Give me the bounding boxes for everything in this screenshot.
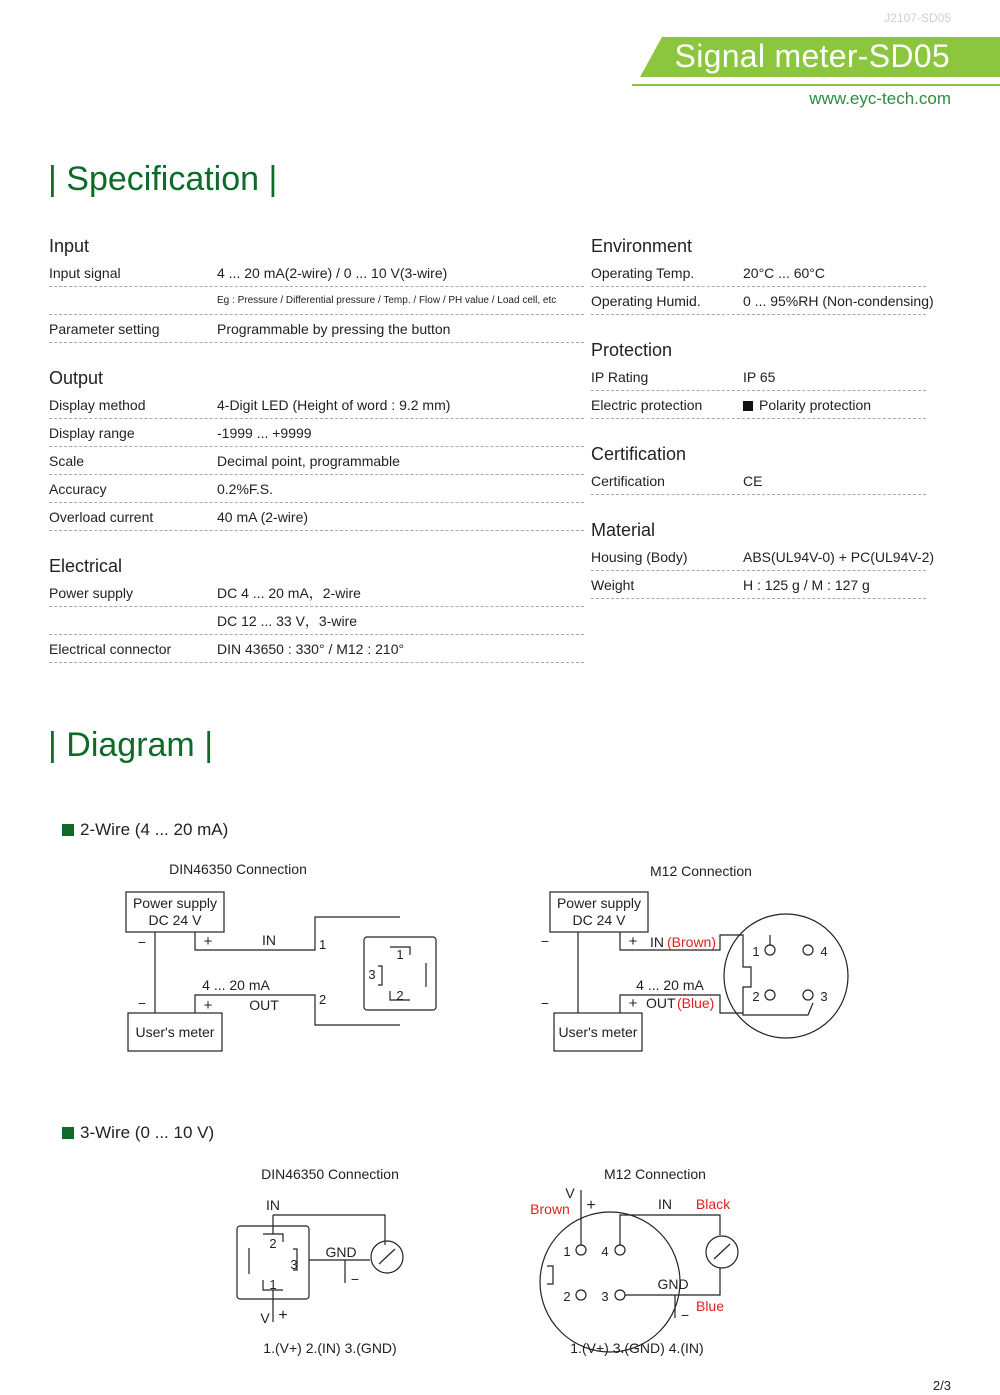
page-number: 2/3 (932, 1378, 951, 1393)
connector-key (547, 1266, 553, 1284)
group-title: Environment (591, 236, 693, 256)
users-meter-label: User's meter (558, 1024, 638, 1040)
spec-row (49, 607, 584, 635)
pin-3 (615, 1290, 625, 1300)
diagram-title: M12 Connection (650, 863, 752, 879)
banner-underline (632, 84, 1000, 86)
group-title: Protection (591, 340, 673, 360)
svg-text:2: 2 (269, 1236, 277, 1251)
pin-4 (803, 945, 813, 955)
spec-row (49, 579, 584, 607)
spec-row (49, 447, 584, 475)
spec-label: Display range (49, 424, 135, 441)
spec-value: IP 65 (743, 368, 776, 385)
three-wire-m12-diagram (525, 1160, 785, 1360)
pin-1 (765, 945, 775, 955)
group-title: Input (49, 236, 90, 256)
pin-caption: 1.(V+) 3.(GND) 4.(IN) (570, 1340, 704, 1356)
svg-text:+: + (628, 995, 638, 1012)
spec-value: CE (743, 472, 763, 489)
gauge-needle (714, 1244, 730, 1259)
pin-2 (765, 990, 775, 1000)
spec-group-material (591, 517, 935, 599)
document-id: J2107-SD05 (884, 11, 951, 25)
svg-text:3: 3 (290, 1257, 298, 1272)
diagram-title: M12 Connection (604, 1166, 706, 1182)
spec-value: 20°C ... 60°C (743, 264, 826, 281)
specification-heading: | Specification | (48, 160, 278, 198)
brown-wire-label: Brown (530, 1201, 570, 1217)
spec-value: DC 4 ... 20 mA，2-wire (217, 584, 361, 601)
pin-2 (576, 1290, 586, 1300)
three-wire-heading: 3-Wire (0 ... 10 V) (62, 1123, 214, 1143)
spec-row (591, 391, 926, 419)
gauge-needle (379, 1249, 395, 1264)
spec-label: Electric protection (591, 396, 703, 413)
spec-label: Weight (591, 576, 635, 593)
svg-text:2: 2 (396, 988, 404, 1003)
two-wire-m12-diagram (530, 855, 870, 1060)
diagram-title: DIN46350 Connection (169, 861, 307, 877)
group-title: Certification (591, 444, 687, 464)
svg-text:+: + (203, 933, 213, 950)
spec-value: ABS(UL94V-0) + PC(UL94V-2) (743, 548, 935, 565)
brown-wire-label: (Brown) (667, 934, 717, 950)
svg-text:4 ... 20 mA: 4 ... 20 mA (202, 977, 270, 993)
spec-value: Polarity protection (759, 396, 872, 413)
square-bullet-icon (743, 401, 753, 411)
spec-value: 4-Digit LED (Height of word : 9.2 mm) (217, 396, 451, 413)
svg-text:IN: IN (266, 1197, 280, 1213)
svg-text:−: − (137, 995, 147, 1011)
spec-group-output (49, 365, 584, 531)
spec-row (49, 419, 584, 447)
svg-text:4: 4 (820, 944, 828, 959)
spec-group-input (49, 233, 584, 343)
spec-row (49, 475, 584, 503)
spec-group-certification (591, 441, 926, 495)
power-supply-label: Power supply (132, 895, 218, 911)
dc-voltage-label: DC 24 V (572, 912, 626, 928)
group-title: Output (49, 368, 104, 388)
spec-label: Accuracy (49, 480, 107, 497)
spec-label: Electrical connector (49, 640, 172, 657)
svg-text:OUT: OUT (646, 995, 676, 1011)
svg-text:1: 1 (396, 947, 404, 962)
spec-row (591, 571, 926, 599)
spec-value: DC 12 ... 33 V，3-wire (217, 612, 358, 629)
svg-text:−: − (137, 934, 147, 950)
spec-group-environment (591, 233, 934, 315)
spec-label: Parameter setting (49, 320, 160, 337)
svg-text:1: 1 (563, 1244, 571, 1259)
spec-row (591, 287, 934, 315)
spec-row (49, 635, 584, 663)
svg-text:V: V (260, 1310, 270, 1326)
product-title: Signal meter-SD05 (674, 38, 950, 74)
svg-text:2: 2 (319, 992, 327, 1007)
two-wire-din-diagram (110, 855, 450, 1060)
spec-row (49, 391, 584, 419)
svg-text:2: 2 (563, 1289, 571, 1304)
square-bullet-icon (62, 1127, 74, 1139)
pin-4 (615, 1245, 625, 1255)
spec-row (49, 259, 584, 287)
svg-text:V: V (565, 1185, 575, 1201)
spec-value: 0 ... 95%RH (Non-condensing) (743, 292, 934, 309)
spec-value: Programmable by pressing the button (217, 320, 451, 337)
users-meter-label: User's meter (135, 1024, 215, 1040)
spec-label: Operating Temp. (591, 264, 695, 281)
two-wire-heading: 2-Wire (4 ... 20 mA) (62, 820, 228, 840)
group-title: Electrical (49, 556, 123, 576)
svg-text:+: + (628, 933, 638, 950)
svg-text:2: 2 (752, 989, 760, 1004)
spec-value: -1999 ... +9999 (217, 424, 312, 441)
svg-text:OUT: OUT (249, 997, 279, 1013)
spec-label: Operating Humid. (591, 292, 701, 309)
spec-value: Eg : Pressure / Differential pressure / Temp. / Flow / PH value / Load cell, etc (217, 295, 557, 306)
pin-caption: 1.(V+) 2.(IN) 3.(GND) (263, 1340, 397, 1356)
spec-row (49, 315, 584, 343)
svg-text:1: 1 (752, 944, 760, 959)
svg-text:GND: GND (325, 1244, 357, 1260)
website-link[interactable]: www.eyc-tech.com (809, 89, 951, 108)
spec-label: Overload current (49, 508, 154, 525)
svg-text:GND: GND (657, 1276, 689, 1292)
blue-wire-label: Blue (695, 1298, 725, 1314)
spec-value: DIN 43650 : 330° / M12 : 210° (217, 640, 405, 657)
spec-value: 40 mA (2-wire) (217, 508, 309, 525)
spec-label: Power supply (49, 584, 134, 601)
spec-label: Certification (591, 472, 665, 489)
svg-text:IN: IN (262, 932, 276, 948)
svg-text:3: 3 (820, 989, 828, 1004)
svg-text:−: − (540, 995, 550, 1011)
spec-row (591, 363, 926, 391)
svg-text:1: 1 (319, 937, 327, 952)
blue-wire-label: (Blue) (677, 995, 715, 1011)
spec-row (591, 467, 926, 495)
spec-row (49, 287, 584, 315)
svg-text:IN: IN (650, 934, 664, 950)
spec-row (591, 259, 926, 287)
svg-text:+: + (586, 1197, 596, 1214)
svg-text:+: + (278, 1307, 288, 1324)
svg-text:4 ... 20 mA: 4 ... 20 mA (636, 977, 704, 993)
black-wire-label: Black (695, 1196, 731, 1212)
group-title: Material (591, 520, 656, 540)
spec-row (49, 503, 584, 531)
dc-voltage-label: DC 24 V (148, 912, 202, 928)
spec-right-column (591, 233, 935, 621)
spec-label: Scale (49, 452, 85, 469)
svg-text:IN: IN (658, 1196, 672, 1212)
svg-text:3: 3 (368, 967, 376, 982)
spec-value: 4 ... 20 mA(2-wire) / 0 ... 10 V(3-wire) (217, 264, 448, 281)
spec-group-electrical (49, 553, 584, 663)
spec-label: IP Rating (591, 368, 649, 385)
diagram-heading: | Diagram | (48, 726, 214, 764)
pin-3 (803, 990, 813, 1000)
three-wire-din-diagram (225, 1160, 435, 1360)
power-supply-label: Power supply (556, 895, 642, 911)
svg-text:3: 3 (601, 1289, 609, 1304)
spec-left-column (49, 233, 584, 685)
m12-connector-face (724, 914, 848, 1038)
svg-text:1: 1 (269, 1277, 277, 1292)
svg-text:−: − (680, 1307, 690, 1323)
svg-text:−: − (350, 1271, 360, 1287)
pin-1 (576, 1245, 586, 1255)
spec-label: Display method (49, 396, 146, 413)
spec-label: Input signal (49, 264, 121, 281)
spec-value-with-bullet (743, 397, 926, 413)
spec-value: H : 125 g / M : 127 g (743, 576, 870, 593)
svg-text:4: 4 (601, 1244, 609, 1259)
svg-text:+: + (203, 997, 213, 1014)
spec-label: Housing (Body) (591, 548, 688, 565)
spec-value: 0.2%F.S. (217, 480, 274, 497)
spec-value: Decimal point, programmable (217, 452, 400, 469)
spec-group-protection (591, 337, 926, 419)
svg-text:−: − (540, 933, 550, 949)
spec-row (591, 543, 935, 571)
diagram-title: DIN46350 Connection (261, 1166, 399, 1182)
square-bullet-icon (62, 824, 74, 836)
